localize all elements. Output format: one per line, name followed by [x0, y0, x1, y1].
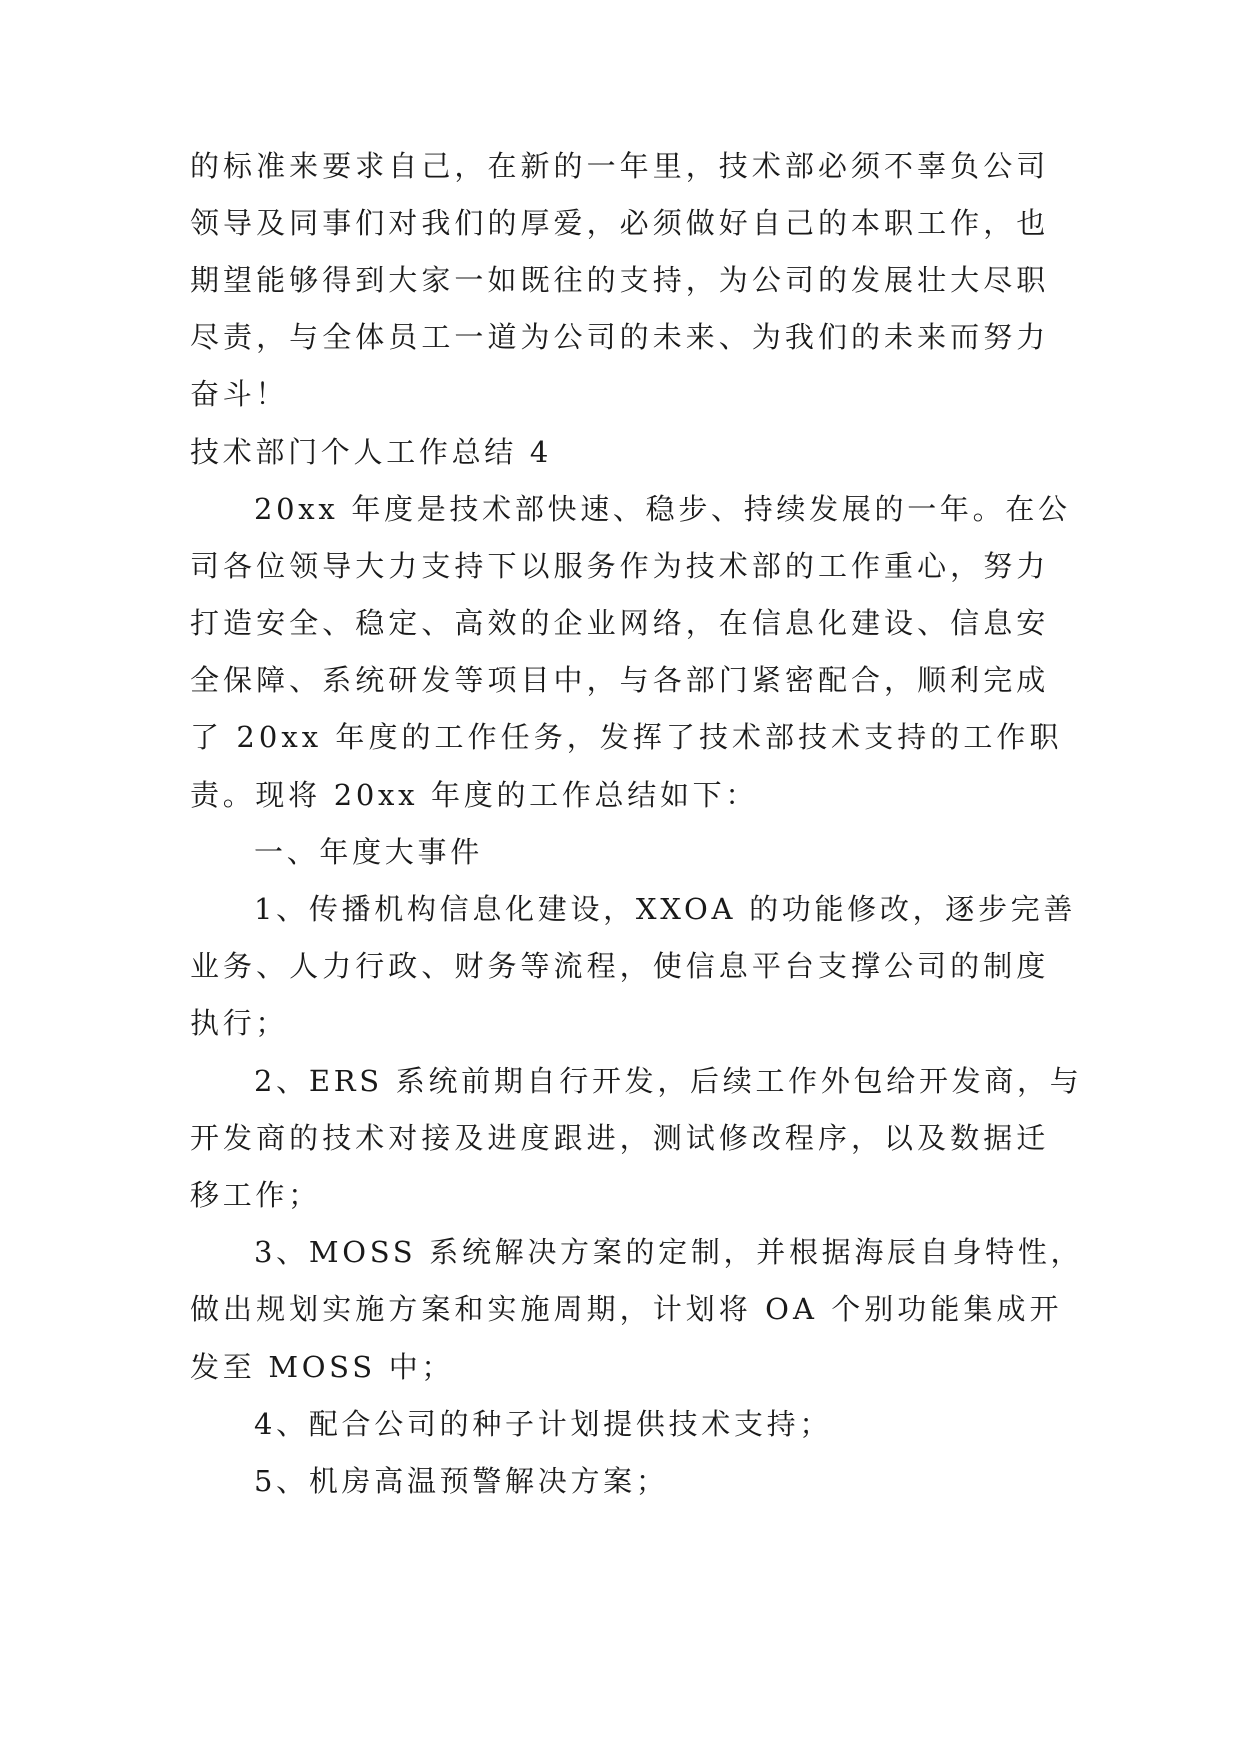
list-item-line: 移工作； [190, 1178, 321, 1212]
list-item-line: 3、MOSS 系统解决方案的定制，并根据海辰自身特性， [254, 1235, 1084, 1269]
paragraph-line: 的标准来要求自己，在新的一年里，技术部必须不辜负公司 [190, 149, 1050, 183]
paragraph-line: 期望能够得到大家一如既往的支持，为公司的发展壮大尽职 [190, 263, 1050, 297]
paragraph-line: 奋斗！ [190, 377, 289, 411]
paragraph-line: 全保障、系统研发等项目中，与各部门紧密配合，顺利完成 [190, 663, 1050, 697]
list-item-line: 做出规划实施方案和实施周期，计划将 OA 个别功能集成开 [190, 1292, 1063, 1326]
paragraph-line: 20xx 年度是技术部快速、稳步、持续发展的一年。在公 [254, 492, 1071, 526]
list-item-line: 发至 MOSS 中； [190, 1350, 455, 1384]
paragraph-line: 尽责，与全体员工一道为公司的未来、为我们的未来而努力 [190, 320, 1050, 354]
list-item-line: 开发商的技术对接及进度跟进，测试修改程序，以及数据迁 [190, 1121, 1050, 1155]
subsection-heading: 一、年度大事件 [254, 835, 483, 869]
paragraph-line: 责。现将 20xx 年度的工作总结如下： [190, 778, 759, 812]
list-item-line: 2、ERS 系统前期自行开发，后续工作外包给开发商，与 [254, 1064, 1083, 1098]
paragraph-line: 司各位领导大力支持下以服务作为技术部的工作重心，努力 [190, 549, 1050, 583]
paragraph-line: 了 20xx 年度的工作任务，发挥了技术部技术支持的工作职 [190, 720, 1063, 754]
list-item-line: 1、传播机构信息化建设，XXOA 的功能修改，逐步完善 [254, 892, 1077, 926]
section-heading: 技术部门个人工作总结 4 [190, 435, 553, 469]
paragraph-line: 打造安全、稳定、高效的企业网络，在信息化建设、信息安 [190, 606, 1050, 640]
list-item-line: 执行； [190, 1006, 289, 1040]
list-item-line: 业务、人力行政、财务等流程，使信息平台支撑公司的制度 [190, 949, 1050, 983]
list-item-line: 5、机房高温预警解决方案； [254, 1464, 669, 1498]
paragraph-line: 领导及同事们对我们的厚爱，必须做好自己的本职工作，也 [190, 206, 1050, 240]
list-item-line: 4、配合公司的种子计划提供技术支持； [254, 1407, 833, 1441]
